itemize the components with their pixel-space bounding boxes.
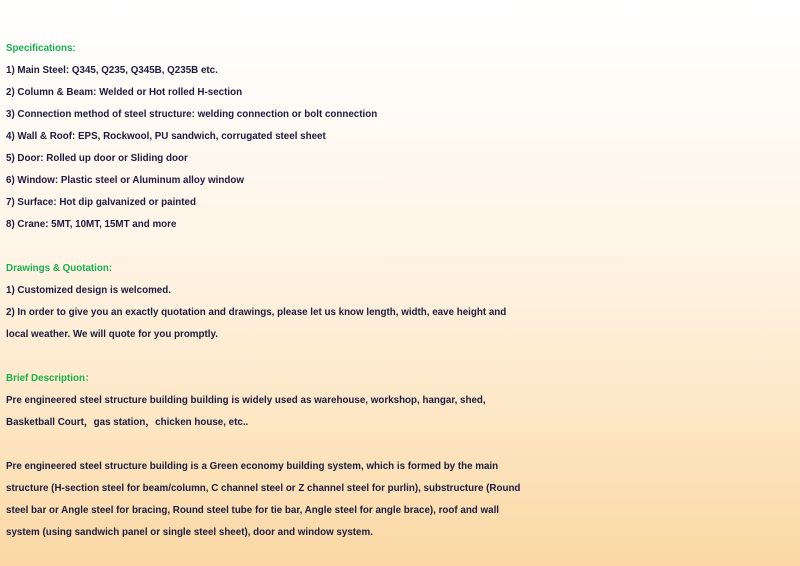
document-body — [6, 38, 796, 544]
specifications-heading: Specifications: — [6, 43, 76, 54]
brief-para2-line: Pre engineered steel structure building is a Green economy building system, which is formed by the main — [6, 461, 499, 472]
section-spacer — [6, 346, 796, 368]
drawings-heading: Drawings & Quotation: — [6, 263, 113, 274]
spec-item: 7) Surface: Hot dip galvanized or painted — [6, 197, 196, 208]
spec-item: 3) Connection method of steel structure: welding connection or bolt connection — [6, 109, 378, 120]
brief-para1-line: Pre engineered steel structure building building is widely used as warehouse, workshop, hangar, shed, — [6, 395, 486, 406]
drawings-line: 2) In order to give you an exactly quotation and drawings, please let us know length, width, eave height and — [6, 307, 507, 318]
brief-para2-line: structure (H-section steel for beam/column, C channel steel or Z channel steel for purlin), substructure (Round — [6, 483, 521, 494]
brief-heading: Brief Description： — [6, 373, 95, 384]
drawings-line: 1) Customized design is welcomed. — [6, 285, 171, 296]
brief-para1-line: Basketball Court，gas station，chicken house, etc.. — [6, 417, 249, 428]
brief-para2-line: system (using sandwich panel or single steel sheet), door and window system. — [6, 527, 373, 538]
spec-item: 2) Column & Beam: Welded or Hot rolled H-section — [6, 87, 243, 98]
spec-item: 4) Wall & Roof: EPS, Rockwool, PU sandwich, corrugated steel sheet — [6, 131, 326, 142]
spec-item: 1) Main Steel: Q345, Q235, Q345B, Q235B etc. — [6, 65, 218, 76]
brief-para2-line: steel bar or Angle steel for bracing, Round steel tube for tie bar, Angle steel for angle brace), roof and wall — [6, 505, 500, 516]
section-spacer — [6, 236, 796, 258]
drawings-line: local weather. We will quote for you promptly. — [6, 329, 218, 340]
spec-item: 5) Door: Rolled up door or Sliding door — [6, 153, 188, 164]
spec-item: 8) Crane: 5MT, 10MT, 15MT and more — [6, 219, 177, 230]
spec-item: 6) Window: Plastic steel or Aluminum alloy window — [6, 175, 244, 186]
paragraph-spacer — [6, 434, 796, 456]
